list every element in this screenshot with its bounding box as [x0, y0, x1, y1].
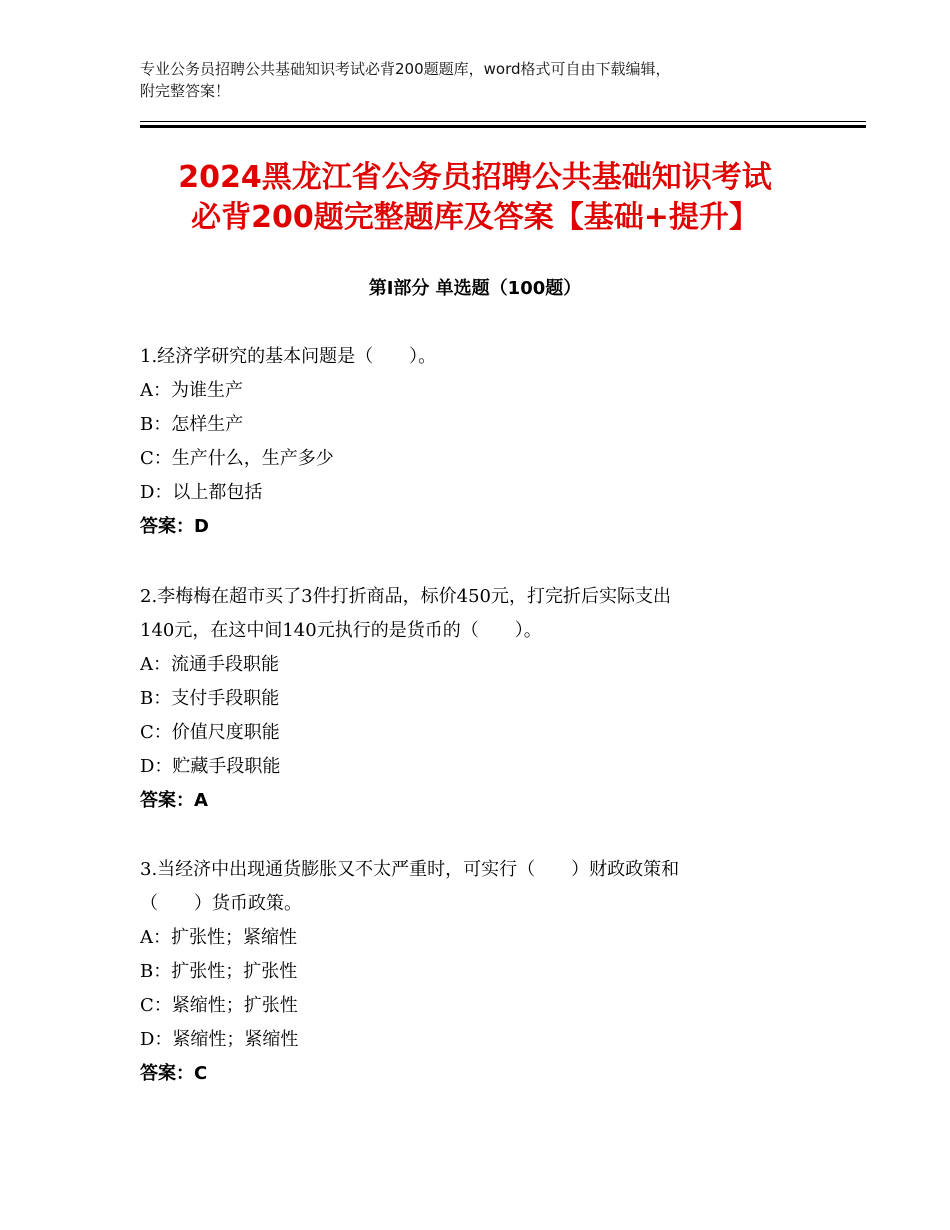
question-option: C：价值尺度职能: [140, 722, 280, 743]
document-title: [100, 158, 850, 238]
question-option: A：扩张性；紧缩性: [140, 927, 297, 948]
question-option: B：支付手段职能: [140, 688, 280, 709]
header-rule-thin: [140, 121, 866, 122]
question-option: B：怎样生产: [140, 414, 244, 435]
question-item: [140, 580, 820, 818]
question-answer: 答案：C: [140, 1063, 208, 1084]
question-stem: 1.经济学研究的基本问题是（ ）。: [140, 346, 437, 367]
question-stem: 140元，在这中间140元执行的是货币的（ ）。: [140, 620, 542, 641]
question-option: B：扩张性；扩张性: [140, 961, 298, 982]
question-option: D：以上都包括: [140, 482, 263, 503]
question-answer: 答案：D: [140, 516, 209, 537]
question-stem: 2.李梅梅在超市买了3件打折商品，标价450元，打完折后实际支出: [140, 586, 671, 607]
question-answer: 答案：A: [140, 790, 208, 811]
section-title: 第Ⅰ部分 单选题（100题）: [368, 278, 582, 299]
question-option: D：紧缩性；紧缩性: [140, 1029, 299, 1050]
question-option: D：贮藏手段职能: [140, 756, 281, 777]
header-note: [140, 58, 820, 102]
title-line: 2024黑龙江省公务员招聘公共基础知识考试: [178, 160, 772, 195]
header-note-line: 专业公务员招聘公共基础知识考试必背200题题库，word格式可自由下载编辑，: [140, 60, 671, 78]
question-option: C：紧缩性；扩张性: [140, 995, 298, 1016]
question-item: [140, 853, 820, 1091]
question-stem: 3.当经济中出现通货膨胀又不太严重时，可实行（ ）财政政策和: [140, 859, 680, 880]
header-note-line: 附完整答案！: [140, 82, 231, 100]
question-option: C：生产什么，生产多少: [140, 448, 334, 469]
question-option: A：为谁生产: [140, 380, 243, 401]
question-item: [140, 340, 820, 544]
question-option: A：流通手段职能: [140, 654, 279, 675]
title-line: 必背200题完整题库及答案【基础+提升】: [191, 200, 759, 235]
header-rule-thick: [140, 125, 866, 128]
question-stem: （ ）货币政策。: [140, 893, 302, 914]
